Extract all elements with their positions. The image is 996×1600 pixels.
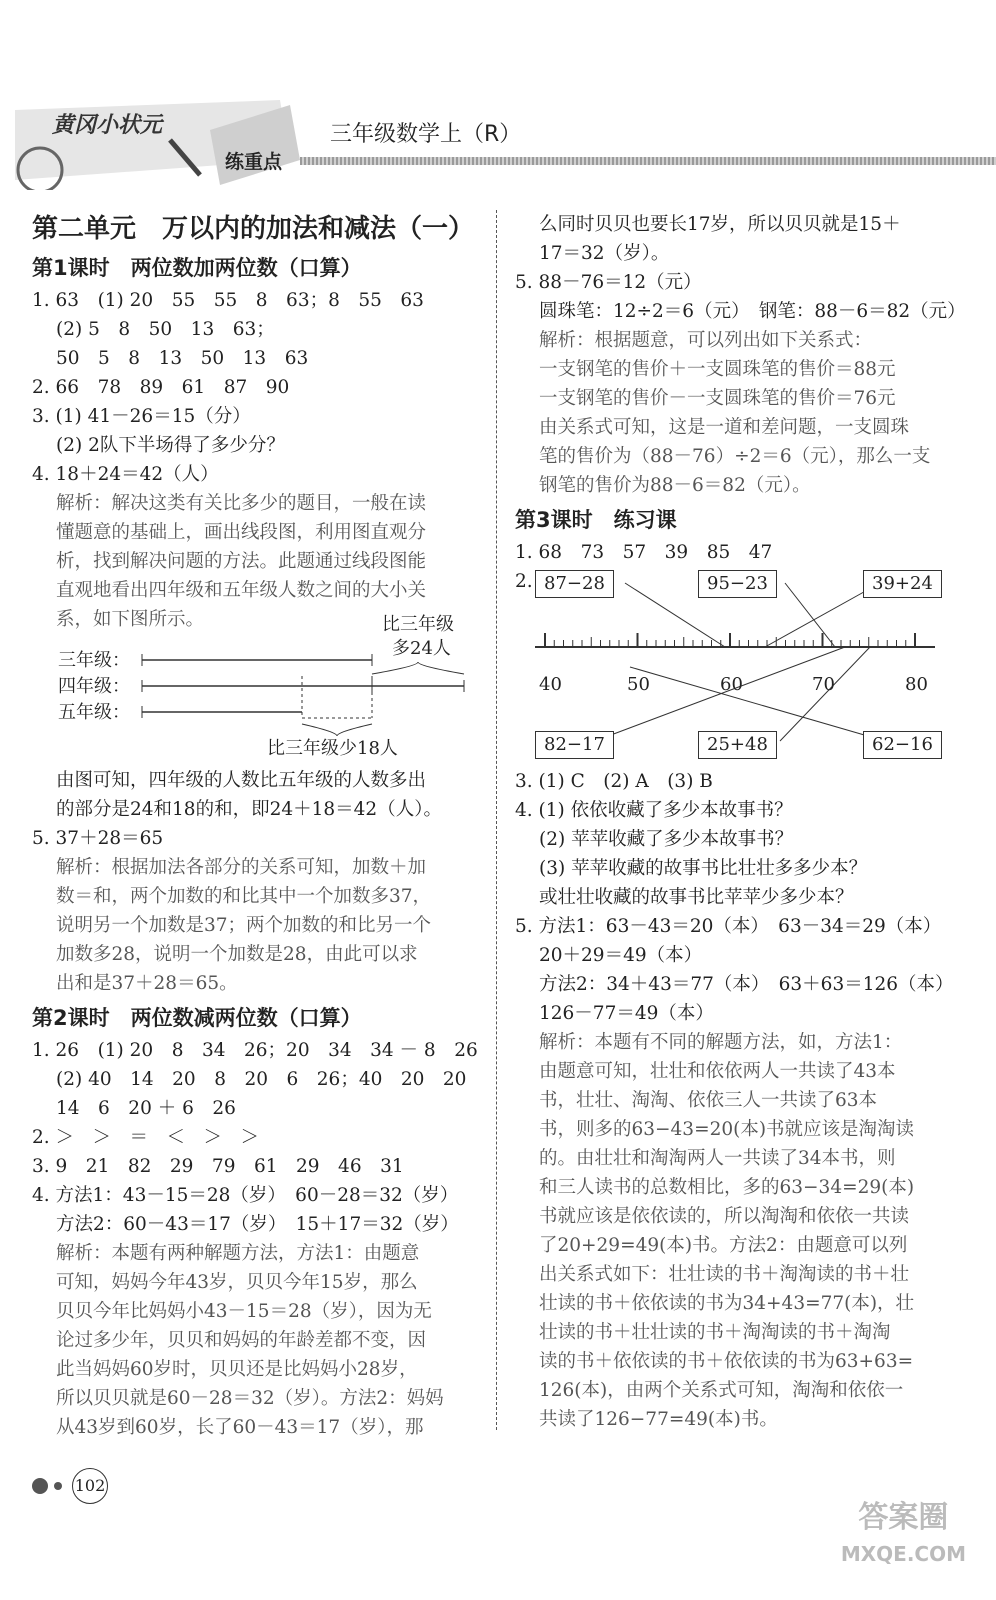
number-line-figure [515, 567, 975, 767]
header-band [300, 157, 996, 165]
explanation-line: 此当妈妈60岁时，贝贝还是比妈妈小28岁， [56, 1359, 418, 1380]
answer-line: 或壮壮收藏的故事书比苹苹少多少本？ [539, 887, 854, 908]
explanation-line: 析，找到解决问题的方法。此题通过线段图能 [56, 551, 427, 572]
answer-line: 4. 18＋24＝42（人） [32, 464, 219, 485]
more-label: 比三年级 [382, 614, 454, 635]
tick-label: 60 [720, 674, 743, 695]
answer-line: (2) 2队下半场得了多少分？ [56, 435, 285, 456]
explanation-line: 书，则多的63−43=20(本)书就应该是淘淘读 [539, 1119, 915, 1140]
answer-line: 2. 66 78 89 61 87 90 [32, 377, 290, 398]
explanation-line: 出关系式如下：壮壮读的书＋淘淘读的书＋壮 [539, 1264, 910, 1285]
right-column [515, 210, 975, 1434]
bullet-dot-icon [32, 1478, 48, 1494]
segment-lines [32, 636, 487, 766]
explanation-line: 所以贝贝就是60－28＝32（岁）。方法2：妈妈 [56, 1388, 444, 1409]
less-label: 比三年级少18人 [267, 738, 398, 759]
explanation-line: 从43岁到60岁，长了60－43＝17（岁），那 [56, 1417, 424, 1438]
explanation-line: 由关系式可知，这是一道和差问题，一支圆珠 [539, 417, 910, 438]
answer-line: 5. 88－76＝12（元） [515, 272, 702, 293]
explanation-line: 解析：解决这类有关比多少的题目，一般在读 [56, 493, 427, 514]
answer-line: (3) 苹苹收藏的故事书比壮壮多多少本？ [539, 858, 868, 879]
answer-line: 1. 68 73 57 39 85 47 [515, 542, 773, 563]
explanation-line: 论过多少年，贝贝和妈妈的年龄差都不变，因 [56, 1330, 427, 1351]
expression-box: 62−16 [863, 731, 942, 759]
answer-line: 的部分是24和18的和，即24＋18＝42（人）。 [56, 799, 442, 820]
page-header [0, 95, 996, 195]
explanation-line: 一支钢笔的售价＋一支圆珠笔的售价＝88元 [539, 359, 896, 380]
explanation-line: 么同时贝贝也要长17岁，所以贝贝就是15＋ [539, 214, 901, 235]
question-number: 2. [515, 571, 533, 592]
expression-box: 87−28 [535, 570, 614, 598]
explanation-line: 贝贝今年比妈妈小43－15＝28（岁），因为无 [56, 1301, 432, 1322]
grade5-label: 五年级： [58, 702, 130, 723]
column-divider [496, 210, 497, 1430]
answer-line: 由图可知，四年级的人数比五年级的人数多出 [56, 770, 427, 791]
answer-line: 5. 37＋28＝65 [32, 828, 164, 849]
more-label: 多24人 [392, 638, 451, 659]
explanation-line: 17＝32（岁）。 [539, 243, 670, 264]
logo-text: 黄冈小状元 [52, 113, 163, 138]
answer-line: 3. (1) 41－26＝15（分） [32, 406, 251, 427]
bullet-dot-icon [54, 1482, 62, 1490]
answer-line: (2) 5 8 50 13 63； [56, 319, 275, 340]
expression-box: 25+48 [698, 731, 777, 759]
answer-line: 50 5 8 13 50 13 63 [56, 348, 309, 369]
tick-label: 70 [812, 674, 835, 695]
expression-box: 39+24 [863, 570, 942, 598]
answer-line: 2. ＞ ＞ ＝ ＜ ＞ ＞ [32, 1127, 260, 1148]
explanation-line: 解析：根据加法各部分的关系可知，加数＋加 [56, 857, 427, 878]
answer-line: 圆珠笔：12÷2＝6（元） 钢笔：88－6＝82（元） [539, 301, 966, 322]
answer-line: 1. 63 (1) 20 55 55 8 63；8 55 63 [32, 290, 424, 311]
expression-box: 82−17 [535, 731, 614, 759]
lesson3-title: 第3课时 练习课 [515, 508, 677, 532]
explanation-line: 可知，妈妈今年43岁，贝贝今年15岁，那么 [56, 1272, 418, 1293]
explanation-line: 直观地看出四年级和五年级人数之间的大小关 [56, 580, 427, 601]
answer-line: 3. 9 21 82 29 79 61 29 46 31 [32, 1156, 404, 1177]
explanation-line: 解析：本题有不同的解题方法，如，方法1： [539, 1032, 903, 1053]
answer-line: 5. 方法1：63－43＝20（本） 63－34＝29（本） [515, 916, 942, 937]
explanation-line: 由题意可知，壮壮和依依两人一共读了43本 [539, 1061, 896, 1082]
left-column [32, 210, 487, 1442]
explanation-line: 书，壮壮、淘淘、依依三人一共读了63本 [539, 1090, 878, 1111]
explanation-line: 数＝和，两个加数的和比其中一个加数多37， [56, 886, 432, 907]
explanation-line: 书就应该是依依读的，所以淘淘和依依一共读 [539, 1206, 910, 1227]
explanation-line: 钢笔的售价为88－6＝82（元）。 [539, 475, 811, 496]
answer-line: 方法2：60－43＝17（岁） 15＋17＝32（岁） [56, 1214, 459, 1235]
answer-line: 4. (1) 依依收藏了多少本故事书？ [515, 800, 793, 821]
watermark-url: MXQE.COM [840, 1542, 966, 1566]
explanation-line: 一支钢笔的售价－一支圆珠笔的售价＝76元 [539, 388, 896, 409]
watermark [841, 1500, 966, 1572]
page-number: 102 [72, 1468, 108, 1504]
tick-label: 50 [627, 674, 650, 695]
explanation-line: 壮读的书＋壮壮读的书＋淘淘读的书＋淘淘 [539, 1322, 891, 1343]
grade4-label: 四年级： [58, 676, 130, 697]
explanation-line: 读的书＋依依读的书＋依依读的书为63+63= [539, 1351, 914, 1372]
lesson1-title: 第1课时 两位数加两位数（口算） [32, 256, 362, 280]
brand-logo [10, 100, 300, 190]
answer-line: 126－77＝49（本） [539, 1003, 714, 1024]
explanation-line: 解析：根据题意，可以列出如下关系式： [539, 330, 873, 351]
book-title: 三年级数学上（R） [330, 122, 522, 147]
explanation-line: 126(本)，由两个关系式可知，淘淘和依依一 [539, 1380, 904, 1401]
explanation-line: 壮读的书＋依依读的书为34+43=77(本)，壮 [539, 1293, 915, 1314]
answer-line: 3. (1) C (2) A (3) B [515, 771, 713, 792]
watermark-text: 答案圈 [858, 1500, 949, 1535]
answer-line: 4. 方法1：43－15＝28（岁） 60－28＝32（岁） [32, 1185, 459, 1206]
explanation-line: 解析：本题有两种解题方法，方法1：由题意 [56, 1243, 420, 1264]
explanation-line: 出和是37＋28＝65。 [56, 973, 238, 994]
expression-box: 95−23 [698, 570, 777, 598]
answer-line: (2) 40 14 20 8 20 6 26；40 20 20 [56, 1069, 467, 1090]
answer-line: (2) 苹苹收藏了多少本故事书？ [539, 829, 794, 850]
answer-line: 20＋29＝49（本） [539, 945, 703, 966]
tick-label: 80 [905, 674, 928, 695]
explanation-line: 共读了126−77=49(本)书。 [539, 1409, 778, 1430]
logo-subtitle: 练重点 [225, 151, 283, 173]
answer-line: 方法2：34＋43＝77（本） 63＋63＝126（本） [539, 974, 954, 995]
explanation-line: 懂题意的基础上，画出线段图，利用图直观分 [56, 522, 427, 543]
explanation-line: 了20+29=49(本)书。方法2：由题意可以列 [539, 1235, 908, 1256]
explanation-line: 系，如下图所示。 [56, 609, 205, 630]
explanation-line: 笔的售价为（88－76）÷2＝6（元），那么一支 [539, 446, 931, 467]
explanation-line: 和三人读书的总数相比，多的63−34=29(本) [539, 1177, 915, 1198]
grade3-label: 三年级： [58, 650, 130, 671]
unit-title: 第二单元 万以内的加法和减法（一） [32, 214, 475, 244]
tick-label: 40 [539, 674, 562, 695]
answer-line: 1. 26 (1) 20 8 34 26；20 34 34 － 8 26 [32, 1040, 478, 1061]
explanation-line: 说明另一个加数是37；两个加数的和比另一个 [56, 915, 432, 936]
answer-line: 14 6 20 ＋ 6 26 [56, 1098, 236, 1119]
lesson2-title: 第2课时 两位数减两位数（口算） [32, 1006, 362, 1030]
explanation-line: 的。由壮壮和淘淘两人一共读了34本书，则 [539, 1148, 896, 1169]
explanation-line: 加数多28，说明一个加数是28，由此可以求 [56, 944, 418, 965]
